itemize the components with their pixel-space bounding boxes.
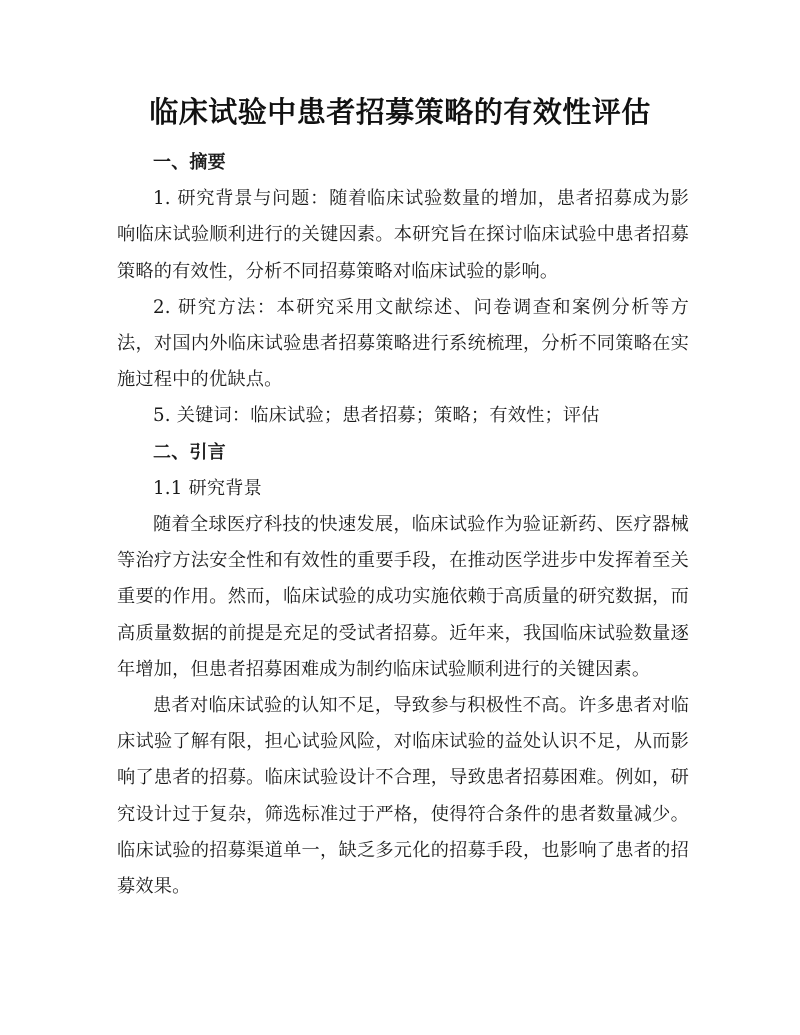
- section-heading-introduction: 二、引言: [153, 441, 226, 463]
- subsection-heading-background: 1.1 研究背景: [153, 477, 263, 499]
- paragraph-intro-2: 患者对临床试验的认知不足，导致参与积极性不高。许多患者对临床试验了解有限，担心试验风险，对临床试验的益处认识不足，从而影响了患者的招募。临床试验设计不合理，导致患者招募困难。例如，研究设计过于复杂，筛选标准过于严格，使得符合条件的患者数量减少。临床试验的招募渠道单一，缺乏多元化的招募手段，也影响了患者的招募效果。: [117, 695, 689, 898]
- section-heading-abstract: 一、摘要: [153, 152, 226, 173]
- paragraph-background: 1. 研究背景与问题：随着临床试验数量的增加，患者招募成为影响临床试验顺利进行的关键因素。本研究旨在探讨临床试验中患者招募策略的有效性，分析不同招募策略对临床试验的影响。: [117, 188, 689, 282]
- document-title: 临床试验中患者招募策略的有效性评估: [149, 95, 651, 129]
- paragraph-intro-1: 随着全球医疗科技的快速发展，临床试验作为验证新药、医疗器械等治疗方法安全性和有效性的重要手段，在推动医学进步中发挥着至关重要的作用。然而，临床试验的成功实施依赖于高质量的研究数据，而高质量数据的前提是充足的受试者招募。近年来，我国临床试验数量逐年增加，但患者招募困难成为制约临床试验顺利进行的关键因素。: [117, 514, 689, 680]
- paragraph-keywords: 5. 关键词：临床试验；患者招募；策略；有效性；评估: [153, 405, 600, 427]
- document-body: [117, 145, 689, 905]
- paragraph-methods: 2. 研究方法：本研究采用文献综述、问卷调查和案例分析等方法，对国内外临床试验患者招募策略进行系统梳理，分析不同策略在实施过程中的优缺点。: [117, 296, 689, 391]
